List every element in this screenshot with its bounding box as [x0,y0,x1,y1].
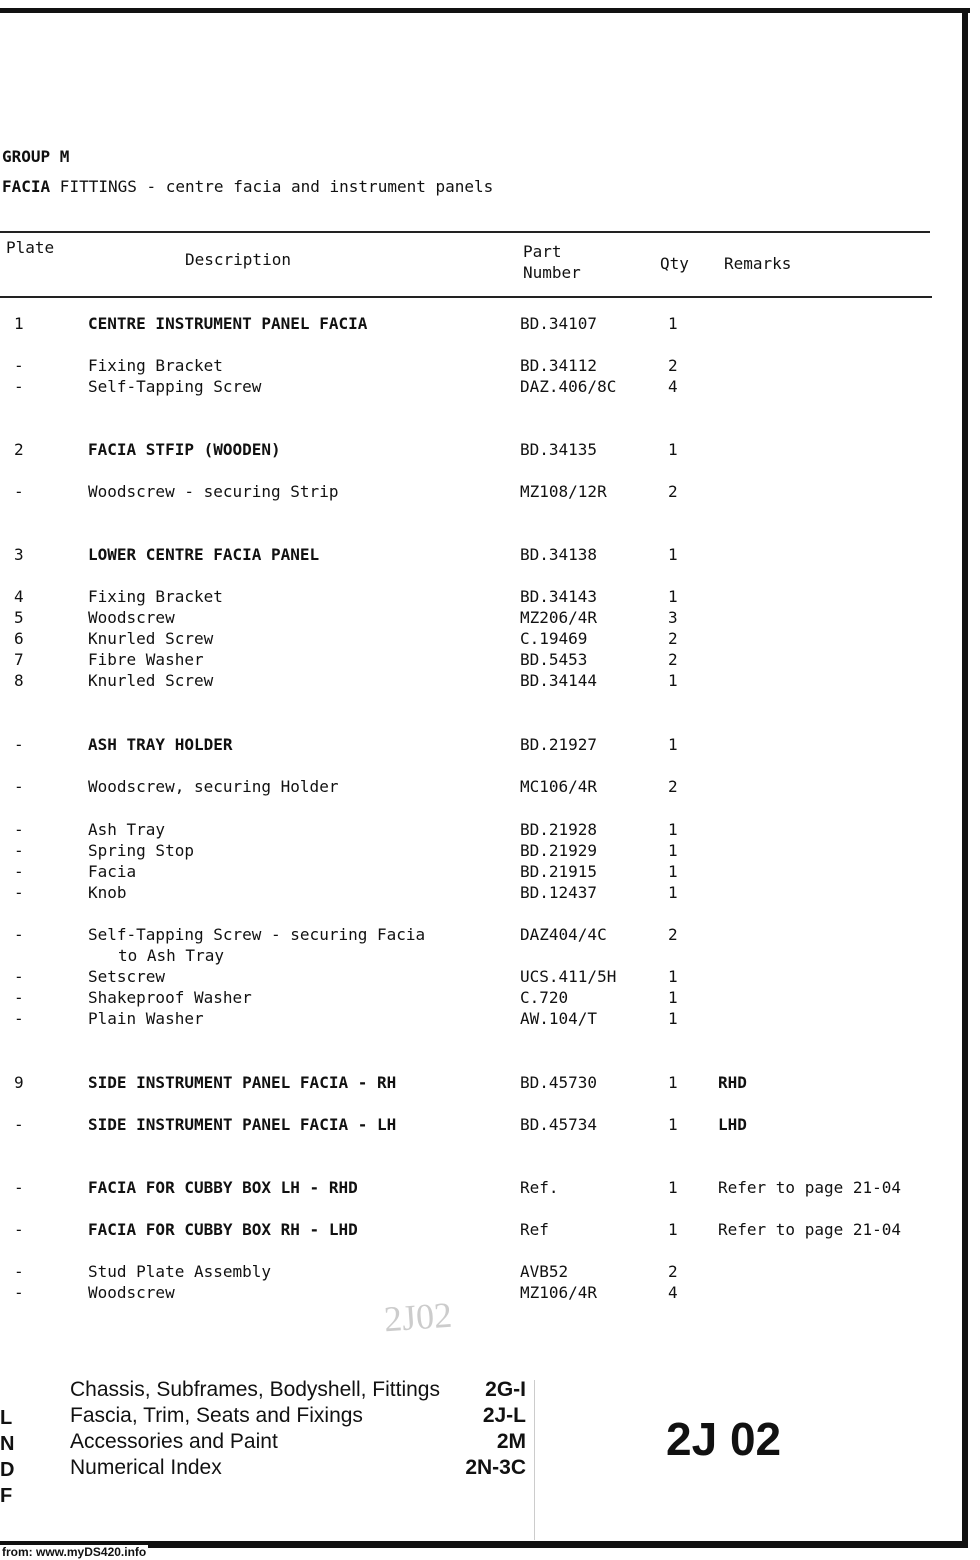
plate-cell: 5 [14,608,24,627]
page-reference: 2J 02 [666,1413,782,1465]
plate-cell: - [14,862,24,881]
part-number-cell: BD.5453 [520,650,588,669]
edge-letter: L [0,1407,13,1429]
description-cell: Fixing Bracket [88,356,223,375]
qty-cell: 1 [668,735,678,754]
description-cell: Self-Tapping Screw [88,377,262,396]
part-number-cell: MZ206/4R [520,608,598,627]
table-row [0,356,960,376]
remarks-cell: LHD [718,1115,747,1134]
description-cell: Woodscrew [88,1283,175,1302]
part-number-cell: BD.34107 [520,314,598,333]
qty-cell: 1 [668,1115,678,1134]
qty-cell: 1 [668,967,678,986]
description-cell: Knurled Screw [88,671,214,690]
plate-cell: - [14,883,24,902]
table-row [0,482,960,502]
plate-cell: - [14,356,24,375]
plate-cell: 9 [14,1073,24,1092]
plate-cell: 4 [14,587,24,606]
description-cell: SIDE INSTRUMENT PANEL FACIA - RH [88,1073,397,1092]
part-number-cell: MZ108/12R [520,482,607,501]
group-heading: GROUP M [2,147,70,166]
part-number-cell: Ref [520,1220,549,1239]
qty-cell: 2 [668,777,678,796]
table-row [0,1115,960,1135]
qty-cell: 1 [668,440,678,459]
part-number-cell: BD.34143 [520,587,598,606]
part-number-cell: Ref. [520,1178,559,1197]
index-row [70,1430,540,1456]
col-header-part-1: Part [523,242,562,261]
index-row [70,1378,540,1404]
part-number-cell: BD.12437 [520,883,598,902]
description-cell: Facia [88,862,137,881]
qty-cell: 1 [668,1073,678,1092]
plate-cell: - [14,1220,24,1239]
plate-cell: 1 [14,314,24,333]
table-row [0,841,960,861]
edge-letter: F [0,1485,13,1507]
description-cell: Knurled Screw [88,629,214,648]
col-header-qty: Qty [660,254,689,273]
description-cell: Fixing Bracket [88,587,223,606]
col-header-part-2: Number [523,263,581,282]
description-cell: Woodscrew [88,608,175,627]
table-row [0,671,960,691]
remarks-cell: Refer to page 21-04 [718,1178,902,1197]
qty-cell: 3 [668,608,678,627]
plate-cell: 3 [14,545,24,564]
qty-cell: 4 [668,1283,678,1302]
description-cell: Self-Tapping Screw - securing Facia [88,925,426,944]
table-header-rule [0,296,932,298]
description-cell: FACIA STFIP (WOODEN) [88,440,281,459]
part-number-cell: AVB52 [520,1262,569,1281]
description-cell: Setscrew [88,967,166,986]
description-cell: FACIA FOR CUBBY BOX LH - RHD [88,1178,358,1197]
index-code: 2M [496,1430,526,1453]
qty-cell: 1 [668,1178,678,1197]
table-row [0,1073,960,1093]
col-header-remarks: Remarks [724,254,792,273]
plate-cell: - [14,482,24,501]
part-number-cell: BD.21928 [520,820,598,839]
qty-cell: 1 [668,820,678,839]
qty-cell: 1 [668,671,678,690]
qty-cell: 1 [668,988,678,1007]
part-number-cell: BD.34144 [520,671,598,690]
qty-cell: 4 [668,377,678,396]
part-number-cell: MZ106/4R [520,1283,598,1302]
description-cell: LOWER CENTRE FACIA PANEL [88,545,320,564]
description-cell: Fibre Washer [88,650,204,669]
part-number-cell: AW.104/T [520,1009,598,1028]
plate-cell: - [14,1283,24,1302]
table-row [0,1283,960,1303]
description-cell: Plain Washer [88,1009,204,1028]
table-top-rule [0,231,930,233]
plate-cell: - [14,1115,24,1134]
qty-cell: 1 [668,545,678,564]
faint-stamp: 2J02 [382,1294,454,1340]
description-cell: Woodscrew - securing Strip [88,482,339,501]
plate-cell: 6 [14,629,24,648]
qty-cell: 1 [668,314,678,333]
plate-cell: - [14,1178,24,1197]
index-code: 2J-L [482,1404,526,1427]
index-code: 2N-3C [465,1456,526,1479]
qty-cell: 2 [668,629,678,648]
qty-cell: 2 [668,356,678,375]
part-number-cell: BD.34112 [520,356,598,375]
part-number-cell: MC106/4R [520,777,598,796]
description-continuation: to Ash Tray [118,946,224,965]
table-row [0,988,960,1008]
plate-cell: - [14,820,24,839]
part-number-cell: BD.21929 [520,841,598,860]
table-row [0,377,960,397]
table-row [0,1009,960,1029]
subtitle-rest: FITTINGS - centre facia and instrument panels [50,177,494,196]
qty-cell: 2 [668,1262,678,1281]
description-cell: Spring Stop [88,841,194,860]
part-number-cell: C.720 [520,988,569,1007]
qty-cell: 1 [668,1220,678,1239]
part-number-cell: DAZ404/4C [520,925,607,944]
source-footer: from: www.myDS420.info [2,1545,147,1559]
table-row [0,967,960,987]
edge-letter: N [0,1433,15,1455]
description-cell: SIDE INSTRUMENT PANEL FACIA - LH [88,1115,397,1134]
section-index [70,1378,540,1482]
remarks-cell: Refer to page 21-04 [718,1220,902,1239]
plate-cell: - [14,377,24,396]
plate-cell: - [14,925,24,944]
description-cell: Knob [88,883,127,902]
plate-cell: - [14,735,24,754]
subtitle-bold: FACIA [2,177,51,196]
table-row [0,735,960,755]
qty-cell: 1 [668,587,678,606]
plate-cell: - [14,1009,24,1028]
qty-cell: 1 [668,883,678,902]
plate-cell: - [14,841,24,860]
table-row [0,1262,960,1282]
table-row [0,440,960,460]
description-cell: Stud Plate Assembly [88,1262,272,1281]
part-number-cell: C.19469 [520,629,588,648]
edge-tab-letters [0,1405,14,1509]
table-row [0,608,960,628]
plate-cell: - [14,967,24,986]
table-row [0,314,960,334]
index-label: Chassis, Subframes, Bodyshell, Fittings [70,1378,440,1401]
table-row [0,820,960,840]
table-row [0,925,960,945]
part-number-cell: BD.34135 [520,440,598,459]
description-cell: ASH TRAY HOLDER [88,735,233,754]
description-cell: Woodscrew, securing Holder [88,777,339,796]
part-number-cell: BD.21915 [520,862,598,881]
edge-letter: D [0,1459,15,1481]
index-code: 2G-I [485,1378,526,1401]
plate-cell: 2 [14,440,24,459]
table-row [0,777,960,797]
plate-cell: - [14,988,24,1007]
qty-cell: 2 [668,482,678,501]
plate-cell: - [14,777,24,796]
remarks-cell: RHD [718,1073,747,1092]
qty-cell: 1 [668,862,678,881]
qty-cell: 2 [668,925,678,944]
table-row [0,1178,960,1198]
qty-cell: 2 [668,650,678,669]
col-header-description: Description [185,250,291,269]
part-number-cell: UCS.411/5H [520,967,617,986]
index-label: Accessories and Paint [70,1430,278,1453]
part-number-cell: BD.45730 [520,1073,598,1092]
page-border-top [0,8,970,13]
index-label: Numerical Index [70,1456,222,1479]
table-row [0,1220,960,1240]
description-cell: FACIA FOR CUBBY BOX RH - LHD [88,1220,358,1239]
table-row [0,545,960,565]
table-row [0,587,960,607]
part-number-cell: BD.45734 [520,1115,598,1134]
description-cell: CENTRE INSTRUMENT PANEL FACIA [88,314,368,333]
index-row [70,1404,540,1430]
description-cell: Ash Tray [88,820,166,839]
col-header-plate: Plate [6,238,55,257]
table-row [0,862,960,882]
part-number-cell: BD.21927 [520,735,598,754]
plate-cell: 8 [14,671,24,690]
table-row [0,629,960,649]
description-cell: Shakeproof Washer [88,988,252,1007]
qty-cell: 1 [668,841,678,860]
table-row [0,650,960,670]
index-divider [534,1380,535,1540]
part-number-cell: BD.34138 [520,545,598,564]
index-label: Fascia, Trim, Seats and Fixings [70,1404,363,1427]
page-border-right [962,8,968,1548]
index-row [70,1456,540,1482]
table-row [0,883,960,903]
plate-cell: - [14,1262,24,1281]
plate-cell: 7 [14,650,24,669]
qty-cell: 1 [668,1009,678,1028]
section-subtitle [2,177,493,196]
part-number-cell: DAZ.406/8C [520,377,617,396]
